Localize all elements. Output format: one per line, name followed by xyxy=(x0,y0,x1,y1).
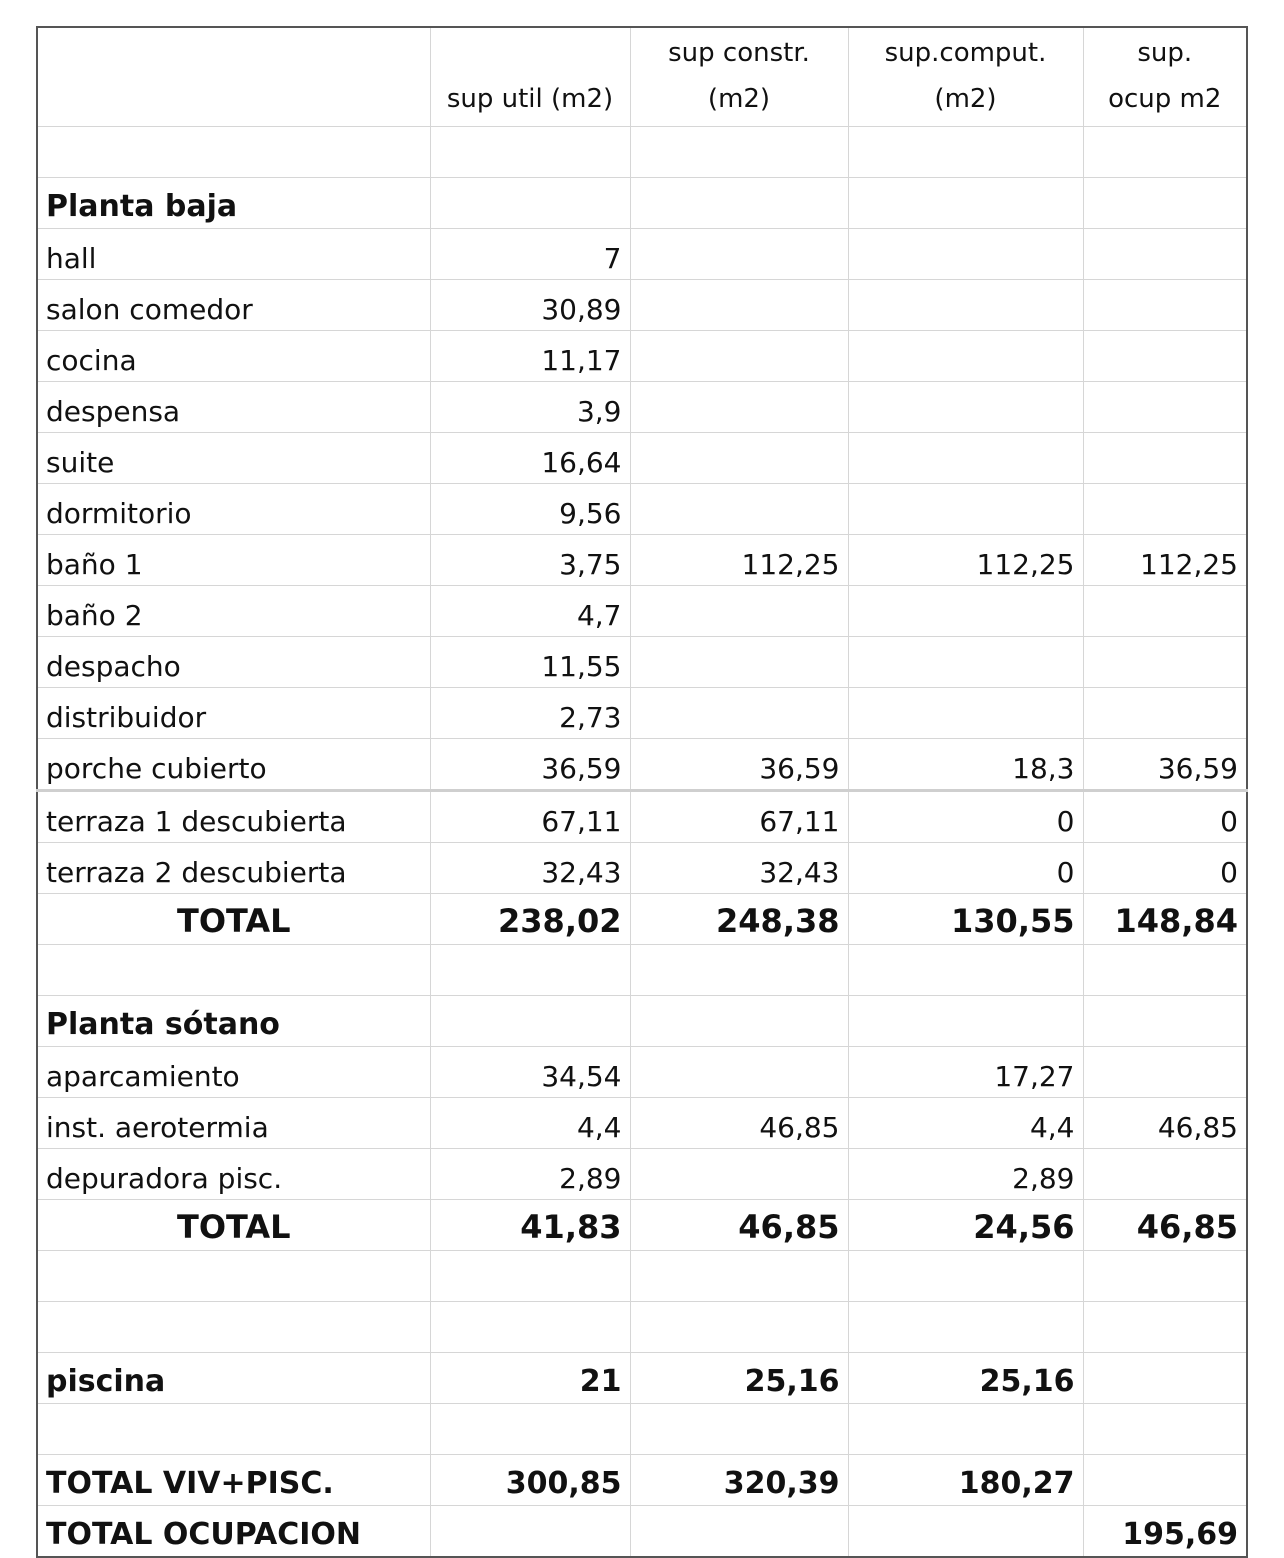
value-cell: 3,9 xyxy=(430,382,630,433)
row-label-cell: baño 2 xyxy=(37,586,430,637)
value-cell: 67,11 xyxy=(630,791,848,843)
value-cell xyxy=(630,586,848,637)
value-cell xyxy=(848,996,1083,1047)
row-label-cell: salon comedor xyxy=(37,280,430,331)
row-label-cell: terraza 2 descubierta xyxy=(37,843,430,894)
value-cell xyxy=(848,1251,1083,1302)
table-row xyxy=(37,535,1247,586)
table-row xyxy=(37,945,1247,996)
value-cell: 32,43 xyxy=(630,843,848,894)
row-label-cell xyxy=(37,1404,430,1455)
value-cell: 130,55 xyxy=(848,894,1083,945)
value-cell: 148,84 xyxy=(1083,894,1247,945)
header-cell-sup-constr xyxy=(630,27,848,127)
table-row xyxy=(37,1455,1247,1506)
value-cell: 112,25 xyxy=(848,535,1083,586)
value-cell: 46,85 xyxy=(1083,1098,1247,1149)
section-row xyxy=(37,178,1247,229)
header-text: sup constr. xyxy=(668,38,810,68)
table-row xyxy=(37,586,1247,637)
row-label-cell: depuradora pisc. xyxy=(37,1149,430,1200)
value-cell: 25,16 xyxy=(630,1353,848,1404)
value-cell xyxy=(1083,1149,1247,1200)
value-cell xyxy=(1083,280,1247,331)
value-cell: 21 xyxy=(430,1353,630,1404)
value-cell: 3,75 xyxy=(430,535,630,586)
header-cell-sup-util xyxy=(430,27,630,127)
table-row xyxy=(37,843,1247,894)
row-label-cell xyxy=(37,127,430,178)
value-cell: 0 xyxy=(1083,791,1247,843)
value-cell: 9,56 xyxy=(430,484,630,535)
value-cell: 36,59 xyxy=(1083,739,1247,791)
value-cell xyxy=(848,945,1083,996)
value-cell: 46,85 xyxy=(630,1200,848,1251)
value-cell xyxy=(630,688,848,739)
value-cell: 17,27 xyxy=(848,1047,1083,1098)
value-cell xyxy=(1083,229,1247,280)
row-label-cell: Planta baja xyxy=(37,178,430,229)
value-cell xyxy=(630,433,848,484)
row-label-cell: piscina xyxy=(37,1353,430,1404)
row-label-cell: TOTAL VIV+PISC. xyxy=(37,1455,430,1506)
row-label-cell: TOTAL xyxy=(37,894,430,945)
header-text: (m2) xyxy=(934,84,997,114)
value-cell: 46,85 xyxy=(630,1098,848,1149)
section-row xyxy=(37,996,1247,1047)
value-cell xyxy=(630,331,848,382)
value-cell xyxy=(1083,637,1247,688)
value-cell xyxy=(430,1404,630,1455)
value-cell xyxy=(430,178,630,229)
value-cell xyxy=(630,1251,848,1302)
table-row xyxy=(37,739,1247,791)
value-cell xyxy=(1083,484,1247,535)
header-text: sup.comput. xyxy=(884,38,1047,68)
value-cell xyxy=(848,1506,1083,1558)
value-cell xyxy=(1083,331,1247,382)
table-row xyxy=(37,229,1247,280)
value-cell: 36,59 xyxy=(630,739,848,791)
header-text: ocup m2 xyxy=(1108,84,1222,114)
value-cell: 195,69 xyxy=(1083,1506,1247,1558)
value-cell xyxy=(1083,945,1247,996)
value-cell xyxy=(1083,1047,1247,1098)
value-cell xyxy=(430,1506,630,1558)
value-cell xyxy=(630,178,848,229)
value-cell xyxy=(848,331,1083,382)
table-row xyxy=(37,1353,1247,1404)
value-cell: 4,4 xyxy=(848,1098,1083,1149)
row-label-cell: terraza 1 descubierta xyxy=(37,791,430,843)
table-row xyxy=(37,1251,1247,1302)
row-label-cell: TOTAL xyxy=(37,1200,430,1251)
table-row xyxy=(37,1098,1247,1149)
value-cell xyxy=(1083,127,1247,178)
value-cell xyxy=(630,1302,848,1353)
value-cell xyxy=(1083,688,1247,739)
value-cell: 2,89 xyxy=(430,1149,630,1200)
value-cell xyxy=(630,1404,848,1455)
value-cell xyxy=(1083,1302,1247,1353)
value-cell: 18,3 xyxy=(848,739,1083,791)
row-label-cell: hall xyxy=(37,229,430,280)
value-cell xyxy=(1083,433,1247,484)
value-cell: 248,38 xyxy=(630,894,848,945)
value-cell xyxy=(848,637,1083,688)
value-cell xyxy=(630,484,848,535)
value-cell xyxy=(848,433,1083,484)
total-row xyxy=(37,1200,1247,1251)
value-cell xyxy=(630,637,848,688)
value-cell: 16,64 xyxy=(430,433,630,484)
row-label-cell: despacho xyxy=(37,637,430,688)
value-cell: 32,43 xyxy=(430,843,630,894)
row-label-cell xyxy=(37,1251,430,1302)
value-cell: 0 xyxy=(848,843,1083,894)
row-label-cell: baño 1 xyxy=(37,535,430,586)
value-cell xyxy=(1083,1353,1247,1404)
table-row xyxy=(37,484,1247,535)
value-cell: 112,25 xyxy=(630,535,848,586)
value-cell xyxy=(1083,1251,1247,1302)
value-cell: 41,83 xyxy=(430,1200,630,1251)
value-cell xyxy=(1083,382,1247,433)
row-label-cell xyxy=(37,945,430,996)
value-cell xyxy=(630,1506,848,1558)
value-cell xyxy=(848,484,1083,535)
value-cell xyxy=(630,229,848,280)
header-text: (m2) xyxy=(707,84,771,114)
table-row xyxy=(37,1149,1247,1200)
value-cell xyxy=(1083,1455,1247,1506)
value-cell: 2,73 xyxy=(430,688,630,739)
value-cell xyxy=(630,1047,848,1098)
header-text: sup. xyxy=(1137,38,1193,68)
row-label-cell xyxy=(37,1302,430,1353)
table-body xyxy=(37,27,1247,1557)
table-row xyxy=(37,127,1247,178)
header-cell-label xyxy=(37,27,430,127)
table-row xyxy=(37,382,1247,433)
value-cell xyxy=(630,945,848,996)
table-row xyxy=(37,1302,1247,1353)
value-cell xyxy=(630,1149,848,1200)
value-cell xyxy=(1083,178,1247,229)
row-label-cell: dormitorio xyxy=(37,484,430,535)
row-label-cell: suite xyxy=(37,433,430,484)
total-row xyxy=(37,894,1247,945)
row-label-cell: TOTAL OCUPACION xyxy=(37,1506,430,1558)
value-cell xyxy=(848,586,1083,637)
value-cell: 180,27 xyxy=(848,1455,1083,1506)
value-cell: 36,59 xyxy=(430,739,630,791)
value-cell: 7 xyxy=(430,229,630,280)
table-row xyxy=(37,1404,1247,1455)
row-label-cell: aparcamiento xyxy=(37,1047,430,1098)
row-label-cell: distribuidor xyxy=(37,688,430,739)
header-text: sup util (m2) xyxy=(446,84,614,114)
table-row xyxy=(37,331,1247,382)
value-cell xyxy=(848,127,1083,178)
value-cell xyxy=(630,127,848,178)
value-cell: 30,89 xyxy=(430,280,630,331)
value-cell: 4,7 xyxy=(430,586,630,637)
header-cell-sup-ocup xyxy=(1083,27,1247,127)
value-cell: 0 xyxy=(1083,843,1247,894)
table-row xyxy=(37,280,1247,331)
value-cell xyxy=(848,280,1083,331)
value-cell xyxy=(848,229,1083,280)
value-cell xyxy=(630,280,848,331)
table-row xyxy=(37,637,1247,688)
row-label-cell: Planta sótano xyxy=(37,996,430,1047)
table-row xyxy=(37,1506,1247,1558)
value-cell xyxy=(848,382,1083,433)
value-cell: 238,02 xyxy=(430,894,630,945)
value-cell: 4,4 xyxy=(430,1098,630,1149)
table-row xyxy=(37,791,1247,843)
value-cell xyxy=(848,178,1083,229)
value-cell: 34,54 xyxy=(430,1047,630,1098)
row-label-cell: porche cubierto xyxy=(37,739,430,791)
value-cell xyxy=(848,688,1083,739)
value-cell xyxy=(848,1302,1083,1353)
value-cell xyxy=(430,1251,630,1302)
value-cell: 0 xyxy=(848,791,1083,843)
value-cell: 67,11 xyxy=(430,791,630,843)
table-row xyxy=(37,688,1247,739)
header-cell-sup-comput xyxy=(848,27,1083,127)
table-row xyxy=(37,433,1247,484)
value-cell xyxy=(430,996,630,1047)
row-label-cell: cocina xyxy=(37,331,430,382)
value-cell: 320,39 xyxy=(630,1455,848,1506)
row-label-cell: inst. aerotermia xyxy=(37,1098,430,1149)
value-cell xyxy=(630,996,848,1047)
value-cell xyxy=(1083,996,1247,1047)
value-cell: 2,89 xyxy=(848,1149,1083,1200)
table-row xyxy=(37,1047,1247,1098)
value-cell xyxy=(630,382,848,433)
value-cell: 112,25 xyxy=(1083,535,1247,586)
value-cell: 11,17 xyxy=(430,331,630,382)
surface-table xyxy=(36,26,1248,1558)
value-cell: 11,55 xyxy=(430,637,630,688)
value-cell xyxy=(430,945,630,996)
row-label-cell: despensa xyxy=(37,382,430,433)
value-cell xyxy=(1083,1404,1247,1455)
value-cell: 25,16 xyxy=(848,1353,1083,1404)
value-cell xyxy=(430,1302,630,1353)
value-cell xyxy=(848,1404,1083,1455)
value-cell: 300,85 xyxy=(430,1455,630,1506)
value-cell: 24,56 xyxy=(848,1200,1083,1251)
header-row xyxy=(37,27,1247,127)
value-cell xyxy=(1083,586,1247,637)
value-cell xyxy=(430,127,630,178)
value-cell: 46,85 xyxy=(1083,1200,1247,1251)
